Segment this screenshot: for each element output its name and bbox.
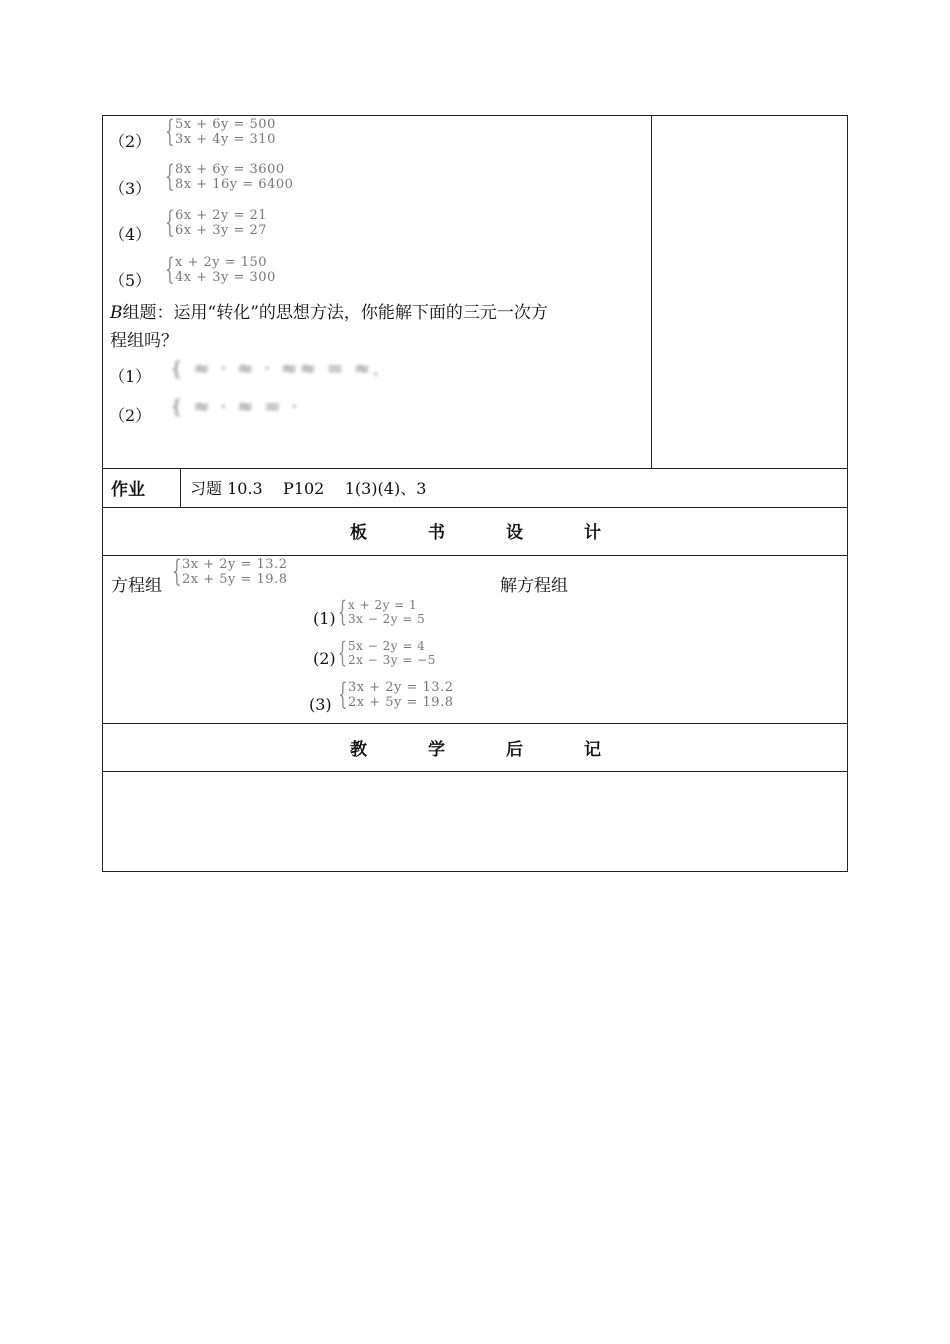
equation: 6x + 3y = 27	[175, 223, 268, 238]
blurred-equation-image: { ≈ · ≈ · ≈≈ = ≈.	[170, 356, 381, 380]
b-group-letter: B	[110, 303, 123, 323]
heading-char: 后	[506, 740, 523, 760]
b-group-line2: 程组吗？	[110, 331, 178, 351]
row-divider	[102, 771, 848, 772]
equation: 4x + 3y = 300	[175, 270, 276, 285]
board-right-label: 解方程组	[500, 576, 568, 596]
brace-icon: {	[165, 252, 175, 287]
board-system-label-2: (2)	[313, 649, 336, 668]
brace-icon: {	[338, 677, 348, 712]
equation: 3x − 2y = 5	[348, 612, 426, 626]
homework-label: 作业	[111, 480, 145, 500]
equation: 5x − 2y = 4	[348, 639, 426, 653]
heading-char: 板	[350, 523, 367, 543]
row-divider	[102, 723, 848, 724]
brace-icon: {	[165, 159, 175, 194]
equation: x + 2y = 150	[175, 255, 268, 270]
exercise-label-2: （2）	[109, 132, 152, 151]
heading-char: 设	[506, 523, 523, 543]
board-left-label: 方程组	[111, 576, 162, 596]
homework-divider	[180, 468, 181, 507]
row-divider	[102, 468, 848, 469]
brace-icon: {	[165, 205, 175, 240]
homework-content: 习题 10.3 P102 1(3)(4)、3	[190, 479, 427, 498]
heading-char: 教	[350, 740, 367, 760]
equation: 2x + 5y = 19.8	[348, 695, 454, 710]
exercise-label-3: （3）	[109, 179, 152, 198]
board-system-label-3: (3)	[309, 695, 332, 714]
heading-char: 记	[584, 740, 601, 760]
b-group-line1: 组题：运用“转化”的思想方法，你能解下面的三元一次方	[122, 303, 548, 323]
blurred-equation-image: { ≈ · ≈ = ·	[170, 394, 300, 418]
row-divider	[102, 507, 848, 508]
board-system-label-1: (1)	[313, 609, 336, 628]
equation: 2x + 5y = 19.8	[182, 572, 288, 587]
heading-char: 学	[428, 740, 445, 760]
b-group-item-2: （2）	[109, 406, 152, 425]
b-group-text	[110, 299, 645, 355]
brace-icon: {	[338, 636, 347, 669]
exercise-label-4: （4）	[109, 225, 152, 244]
exercise-label-5: （5）	[109, 271, 152, 290]
heading-char: 计	[584, 523, 601, 543]
equation: x + 2y = 1	[348, 598, 418, 612]
brace-icon: {	[165, 114, 175, 149]
column-divider	[651, 115, 652, 469]
heading-char: 书	[428, 523, 445, 543]
equation: 3x + 4y = 310	[175, 132, 276, 147]
row-divider	[102, 555, 848, 556]
equation: 2x − 3y = −5	[348, 653, 436, 667]
equation: 6x + 2y = 21	[175, 208, 268, 223]
equation: 5x + 6y = 500	[175, 117, 276, 132]
equation: 3x + 2y = 13.2	[182, 557, 288, 572]
equation: 8x + 6y = 3600	[175, 162, 285, 177]
equation: 8x + 16y = 6400	[175, 177, 294, 192]
b-group-item-1: （1）	[109, 367, 152, 386]
brace-icon: {	[172, 554, 182, 589]
brace-icon: {	[338, 595, 347, 628]
equation: 3x + 2y = 13.2	[348, 680, 454, 695]
